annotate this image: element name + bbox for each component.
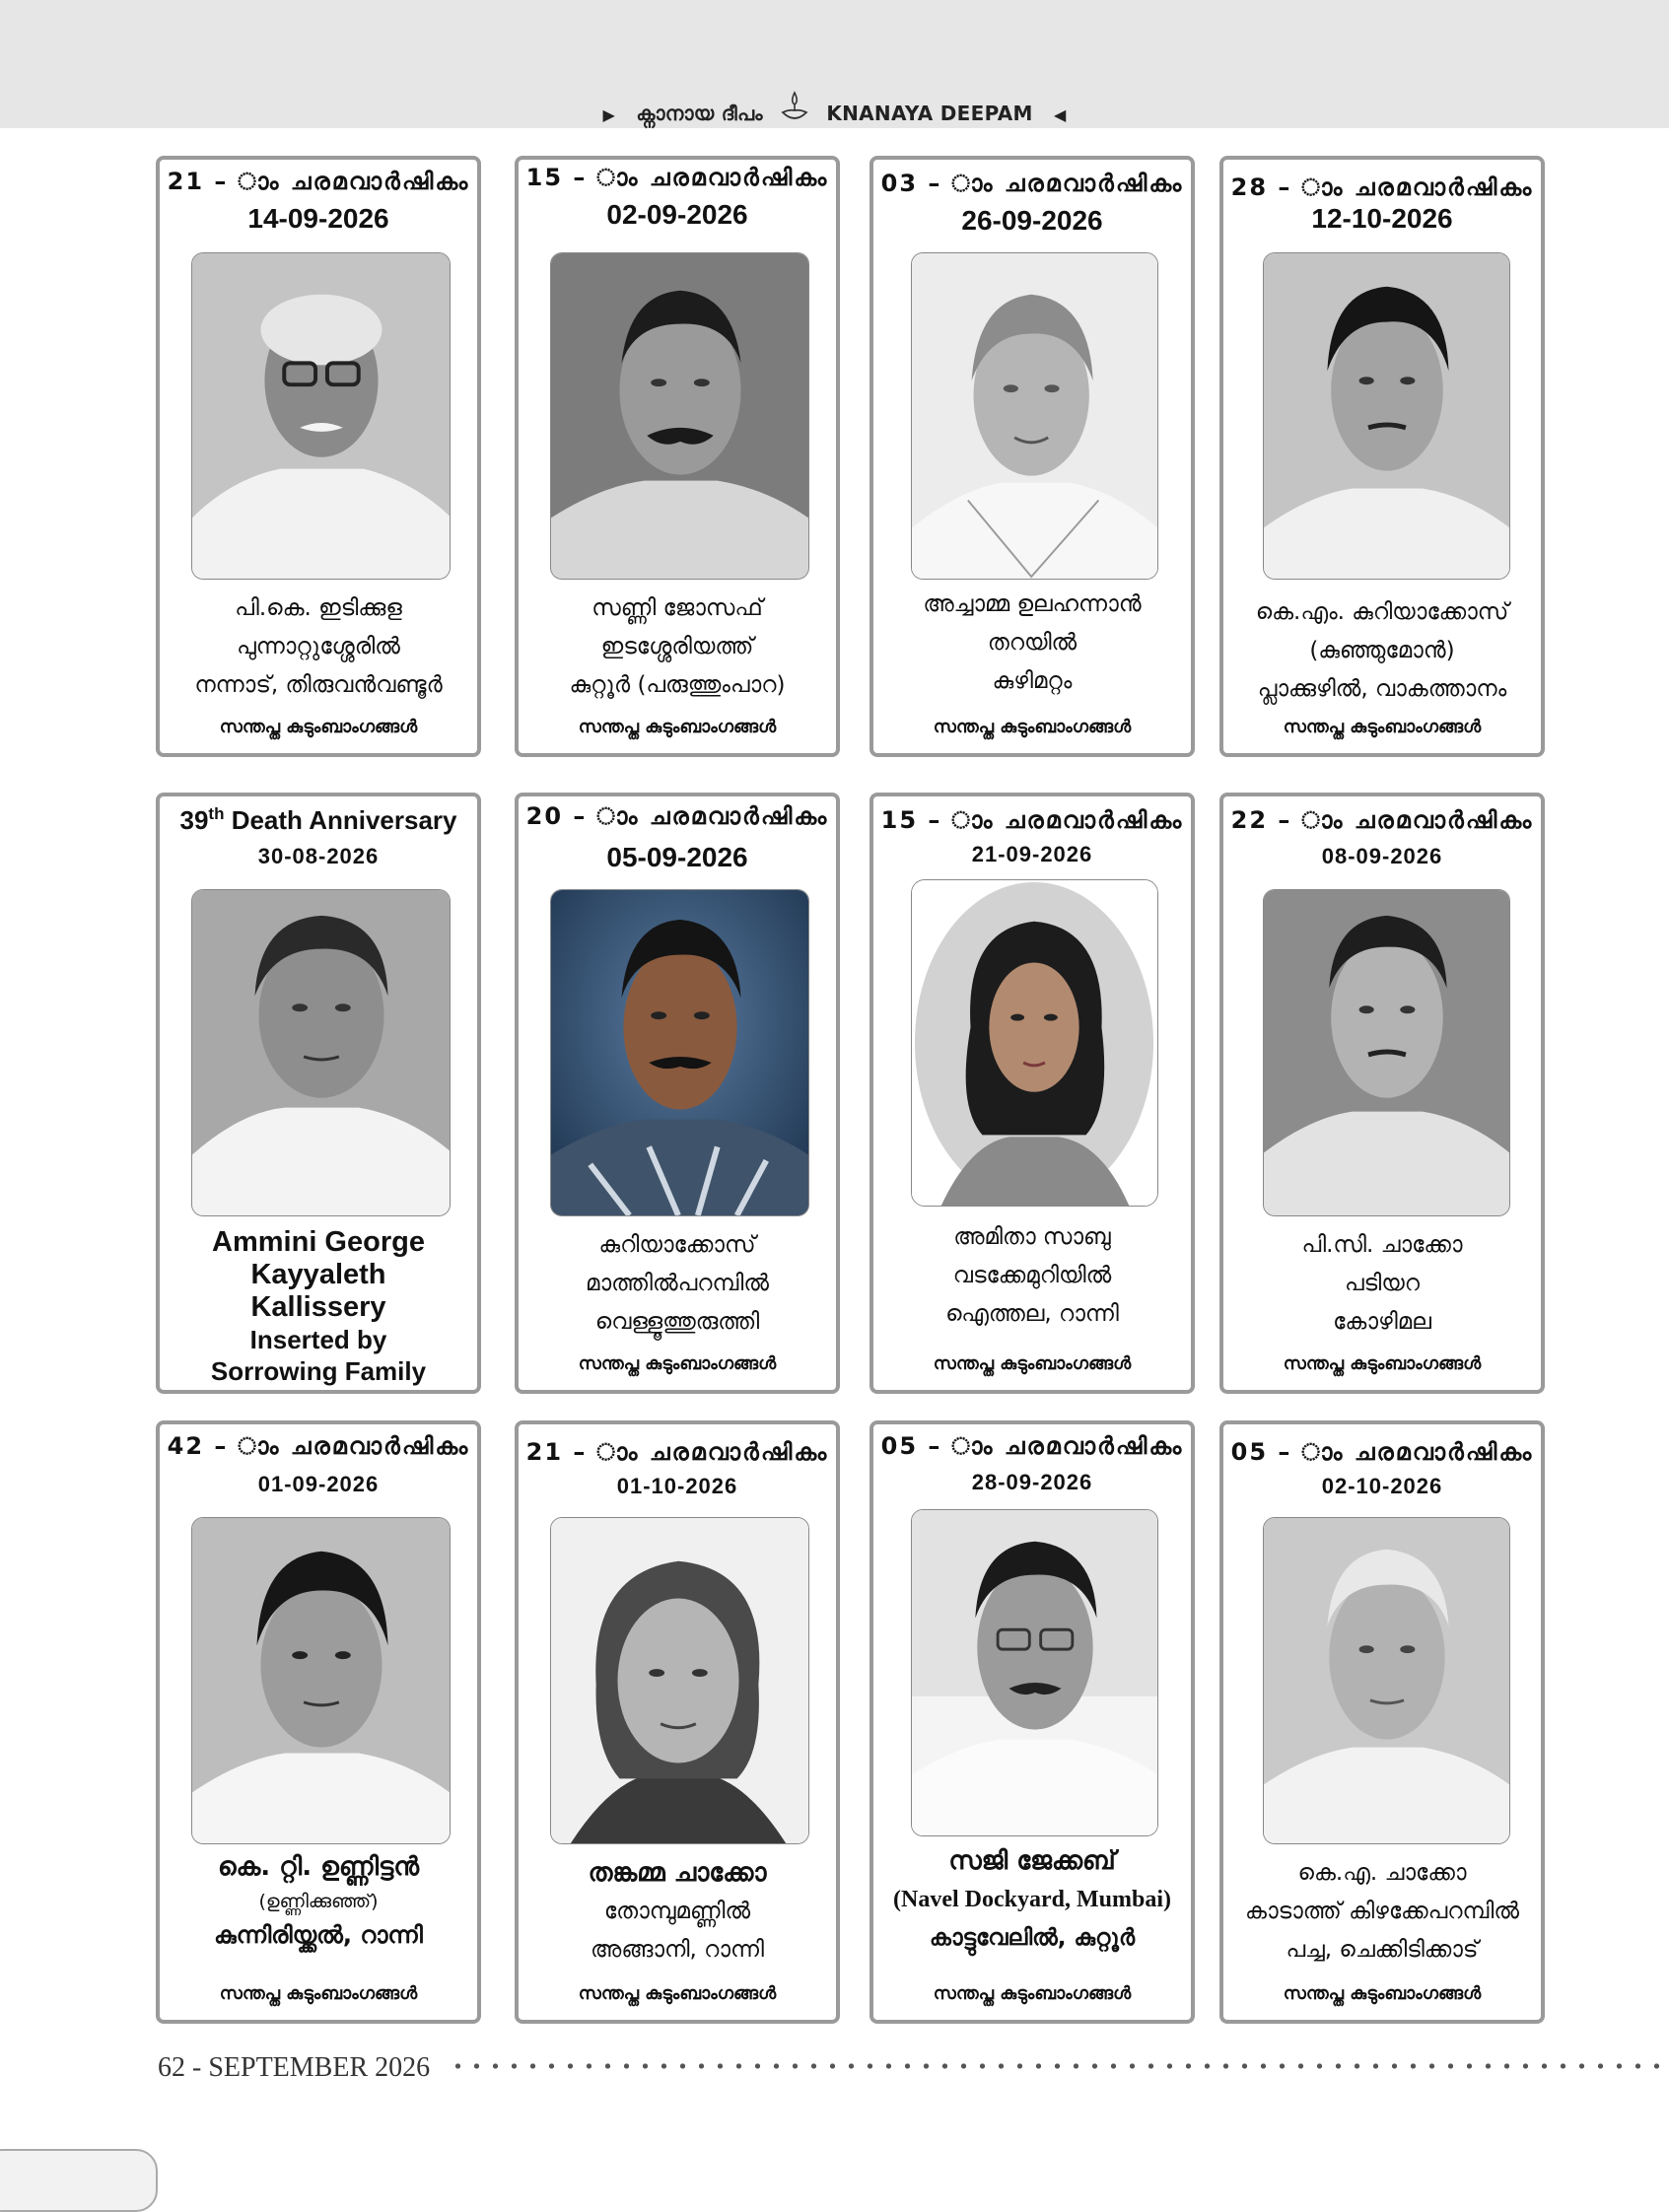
anniversary-date: 14-09-2026 xyxy=(247,203,389,234)
family-label: സന്തപ്ത കുടുംബാംഗങ്ങൾ xyxy=(219,1983,418,2004)
anniversary-label: 39th Death Anniversary xyxy=(179,804,457,835)
name-address-block xyxy=(160,589,477,705)
name-address-block xyxy=(519,1854,836,1970)
deceased-name: പി.കെ. ഇടിക്കുള xyxy=(235,595,402,621)
place-name: വെള്ളൂത്തുരുത്തി xyxy=(594,1309,760,1335)
anniversary-date: 08-09-2026 xyxy=(1321,844,1443,868)
place-name: കോഴിമല xyxy=(1333,1309,1431,1335)
family-label: സന്തപ്ത കുടുംബാംഗങ്ങൾ xyxy=(1283,1353,1482,1374)
oil-lamp-icon xyxy=(780,91,809,131)
memorial-card xyxy=(869,793,1195,1394)
page-footer-label: 62 - SEPTEMBER 2026 xyxy=(158,2052,431,2083)
family-label: സന്തപ്ത കുടുംബാംഗങ്ങൾ xyxy=(578,717,777,737)
name-address-block xyxy=(1223,593,1541,709)
nickname: (കുഞ്ഞുമോൻ) xyxy=(1309,638,1455,663)
portrait-photo xyxy=(1263,889,1510,1216)
portrait-photo xyxy=(911,1509,1158,1836)
family-label: സന്തപ്ത കുടുംബാംഗങ്ങൾ xyxy=(933,717,1132,737)
anniversary-date: 01-10-2026 xyxy=(616,1474,738,1498)
name-block xyxy=(160,1226,477,1387)
anniversary-date: 01-09-2026 xyxy=(257,1472,380,1496)
name-address-block xyxy=(1223,1854,1541,1970)
memorial-card xyxy=(1219,156,1545,757)
anniversary-label: 28 – ാം ചരമവാർഷികം xyxy=(1230,173,1534,201)
deceased-name: പി.സി. ചാക്കോ xyxy=(1301,1232,1463,1258)
family-label: സന്തപ്ത കുടുംബാംഗങ്ങൾ xyxy=(1283,1983,1482,2004)
page-corner-tab xyxy=(0,2149,158,2212)
footer-dotted-rule xyxy=(449,2061,1669,2071)
sorrowing-family-label: Sorrowing Family xyxy=(210,1356,427,1386)
family-label: സന്തപ്ത കുടുംബാംഗങ്ങൾ xyxy=(1283,717,1482,737)
name-address-block xyxy=(873,1218,1191,1334)
deceased-name: സജി ജേക്കബ് xyxy=(948,1846,1116,1876)
right-arrow-icon: ▶ xyxy=(602,105,616,124)
deceased-name: കെ.എം. കുറിയാക്കോസ് xyxy=(1255,599,1509,625)
memorial-card xyxy=(156,156,481,757)
family-label: സന്തപ്ത കുടുംബാംഗങ്ങൾ xyxy=(578,1353,777,1374)
deceased-name: കുറിയാക്കോസ് xyxy=(598,1232,756,1258)
name-address-block xyxy=(1223,1226,1541,1342)
place-name: Kallissery xyxy=(250,1291,386,1323)
place-name: അങ്ങാനി, റാന്നി xyxy=(591,1937,764,1963)
masthead-malayalam: ക്നാനായ ദീപം xyxy=(636,102,763,125)
name-address-block xyxy=(160,1848,477,1955)
anniversary-date: 02-10-2026 xyxy=(1321,1474,1443,1498)
place-name: കുഴിമറ്റം xyxy=(992,668,1073,694)
anniversary-label: 21 – ാം ചരമവാർഷികം xyxy=(167,168,470,195)
anniversary-date: 21-09-2026 xyxy=(971,842,1093,866)
name-address-block xyxy=(519,1226,836,1342)
memorial-card xyxy=(1219,1420,1545,2024)
portrait-photo xyxy=(191,889,451,1216)
anniversary-date: 12-10-2026 xyxy=(1311,203,1453,234)
portrait-photo xyxy=(191,252,451,580)
portrait-photo xyxy=(1263,1517,1510,1844)
anniversary-label: 21 – ാം ചരമവാർഷികം xyxy=(525,1438,829,1466)
anniversary-date: 02-09-2026 xyxy=(606,199,748,230)
left-arrow-icon: ◀ xyxy=(1053,105,1067,124)
portrait-photo xyxy=(550,889,809,1216)
house-name: തറയിൽ xyxy=(987,630,1078,656)
family-label: സന്തപ്ത കുടുംബാംഗങ്ങൾ xyxy=(578,1983,777,2004)
anniversary-date: 05-09-2026 xyxy=(606,842,748,872)
portrait-photo xyxy=(550,252,809,580)
house-name: വടക്കേമുറിയിൽ xyxy=(952,1263,1112,1288)
anniversary-label: 20 – ാം ചരമവാർഷികം xyxy=(525,802,829,830)
anniversary-label: 05 – ാം ചരമവാർഷികം xyxy=(880,1432,1184,1460)
memorial-card xyxy=(869,156,1195,757)
anniversary-date: 28-09-2026 xyxy=(971,1470,1093,1494)
name-address-block xyxy=(873,1842,1191,1958)
memorial-card xyxy=(156,1420,481,2024)
memorial-card xyxy=(156,793,481,1394)
house-name: Kayyaleth xyxy=(250,1259,386,1290)
masthead-english: KNANAYA DEEPAM xyxy=(826,102,1033,125)
memorial-card xyxy=(515,793,840,1394)
memorial-card xyxy=(515,1420,840,2024)
memorial-card xyxy=(1219,793,1545,1394)
memorial-card xyxy=(869,1420,1195,2024)
deceased-name: അച്ചാമ്മ ഉലഹന്നാൻ xyxy=(923,591,1142,617)
house-name: പുന്നാറ്റുശ്ശേരിൽ xyxy=(237,634,400,659)
memorial-card xyxy=(515,156,840,757)
place-name: കുറ്റൂർ (പരുത്തുംപാറ) xyxy=(569,672,786,698)
deceased-name: Ammini George xyxy=(212,1226,425,1258)
deceased-name: അമിതാ സാബു xyxy=(953,1224,1111,1250)
place-name: പ്ലാക്കുഴിൽ, വാകത്താനം xyxy=(1257,676,1507,702)
house-name: തോമ്പുമണ്ണിൽ xyxy=(603,1899,751,1924)
house-name: കാടാത്ത് കിഴക്കേപറമ്പിൽ xyxy=(1245,1899,1519,1924)
anniversary-label: 22 – ാം ചരമവാർഷികം xyxy=(1230,806,1534,834)
anniversary-label: 42 – ാം ചരമവാർഷികം xyxy=(167,1432,470,1460)
nickname: (ഉണ്ണിക്കുഞ്ഞ്) xyxy=(258,1891,379,1912)
anniversary-label: 05 – ാം ചരമവാർഷികം xyxy=(1230,1438,1534,1466)
portrait-photo xyxy=(550,1517,809,1844)
anniversary-date: 30-08-2026 xyxy=(257,844,380,868)
deceased-name: കെ.എ. ചാക്കോ xyxy=(1297,1860,1467,1886)
portrait-photo xyxy=(191,1517,451,1844)
anniversary-label: 15 – ാം ചരമവാർഷികം xyxy=(880,806,1184,834)
workplace: (Navel Dockyard, Mumbai) xyxy=(893,1887,1171,1912)
house-name: ഇടശ്ശേരിയത്ത് xyxy=(600,634,754,659)
deceased-name: സണ്ണി ജോസഫ് xyxy=(591,595,763,621)
anniversary-label: 03 – ാം ചരമവാർഷികം xyxy=(880,170,1184,197)
place-name: ഐത്തല, റാന്നി xyxy=(945,1301,1119,1327)
deceased-name: തങ്കമ്മ ചാക്കോ xyxy=(588,1858,767,1888)
deceased-name: കെ. റ്റി. ഉണ്ണിട്ടൻ xyxy=(217,1852,420,1882)
masthead xyxy=(0,91,1669,131)
family-label: സന്തപ്ത കുടുംബാംഗങ്ങൾ xyxy=(933,1983,1132,2004)
family-label: സന്തപ്ത കുടുംബാംഗങ്ങൾ xyxy=(933,1353,1132,1374)
portrait-photo xyxy=(1263,252,1510,580)
place-name: കാട്ടുവേലിൽ, കുറ്റൂർ xyxy=(929,1925,1136,1951)
house-name: മാത്തിൽപറമ്പിൽ xyxy=(586,1271,769,1296)
portrait-photo xyxy=(911,252,1158,580)
name-address-block xyxy=(873,586,1191,701)
place-name: കുന്നിരിയ്ക്കൽ, റാന്നി xyxy=(214,1921,423,1949)
name-address-block xyxy=(519,589,836,705)
family-label: സന്തപ്ത കുടുംബാംഗങ്ങൾ xyxy=(219,717,418,737)
anniversary-label: 15 – ാം ചരമവാർഷികം xyxy=(525,164,829,191)
anniversary-date: 26-09-2026 xyxy=(961,205,1103,236)
portrait-photo xyxy=(911,879,1158,1207)
inserted-by-label: Inserted by xyxy=(249,1325,387,1354)
place-name: നന്നാട്, തിരുവൻവണ്ടൂർ xyxy=(194,672,443,698)
place-name: പച്ച, ചെക്കിടിക്കാട് xyxy=(1286,1937,1479,1963)
house-name: പടിയറ xyxy=(1344,1271,1420,1296)
